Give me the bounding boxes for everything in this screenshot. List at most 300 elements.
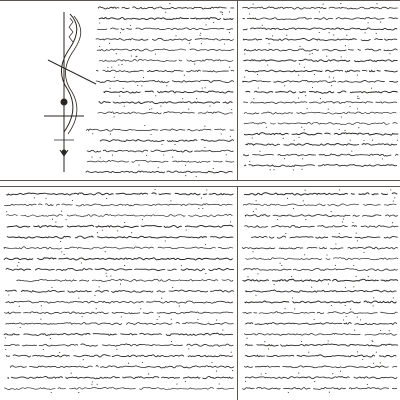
script-line [99, 59, 233, 61]
script-diacritic-dot [120, 284, 121, 285]
script-diacritic-dot [117, 230, 118, 231]
script-diacritic-dot [196, 98, 197, 99]
script-diacritic-dot [314, 74, 315, 75]
script-diacritic-dot [171, 341, 172, 342]
script-diacritic-dot [5, 337, 6, 338]
script-diacritic-dot [353, 286, 354, 287]
script-diacritic-dot [319, 32, 320, 33]
script-diacritic-dot [376, 352, 377, 353]
script-diacritic-dot [365, 32, 366, 33]
script-diacritic-dot [285, 233, 286, 234]
script-diacritic-dot [119, 96, 120, 97]
script-diacritic-dot [226, 154, 227, 155]
script-diacritic-dot [202, 208, 203, 209]
script-diacritic-dot [294, 308, 295, 309]
script-diacritic-dot [269, 43, 270, 44]
script-diacritic-dot [158, 167, 159, 168]
script-diacritic-dot [206, 189, 207, 190]
script-diacritic-dot [363, 252, 364, 253]
script-diacritic-dot [222, 330, 223, 331]
script-diacritic-dot [389, 53, 390, 54]
script-diacritic-dot [244, 77, 245, 78]
script-diacritic-dot [143, 77, 144, 78]
script-diacritic-dot [393, 297, 394, 298]
script-diacritic-dot [198, 208, 199, 209]
script-diacritic-dot [277, 219, 278, 220]
script-diacritic-dot [262, 25, 263, 26]
script-diacritic-dot [373, 363, 374, 364]
script-line [7, 193, 233, 195]
script-line [86, 171, 232, 173]
script-diacritic-dot [136, 56, 137, 57]
script-diacritic-dot [270, 169, 271, 170]
script-line [244, 268, 398, 270]
script-diacritic-dot [373, 297, 374, 298]
script-diacritic-dot [380, 362, 381, 363]
script-diacritic-dot [292, 297, 293, 298]
script-diacritic-dot [293, 169, 294, 170]
script-diacritic-dot [43, 349, 44, 350]
script-diacritic-dot [394, 197, 395, 198]
script-diacritic-dot [345, 287, 346, 288]
script-diacritic-dot [146, 155, 147, 156]
script-line [243, 17, 398, 19]
script-line [244, 122, 397, 124]
script-diacritic-dot [172, 157, 173, 158]
script-diacritic-dot [20, 327, 21, 328]
script-diacritic-dot [288, 392, 289, 393]
script-diacritic-dot [229, 67, 230, 68]
script-diacritic-dot [331, 85, 332, 86]
script-diacritic-dot [293, 208, 294, 209]
script-diacritic-dot [360, 319, 361, 320]
script-diacritic-dot [244, 53, 245, 54]
script-line [243, 204, 396, 206]
script-diacritic-dot [131, 55, 132, 56]
script-diacritic-dot [40, 319, 41, 320]
script-line [17, 279, 233, 281]
script-diacritic-dot [204, 126, 205, 127]
script-diacritic-dot [249, 13, 250, 14]
script-diacritic-dot [124, 265, 125, 266]
script-diacritic-dot [71, 373, 72, 374]
script-diacritic-dot [81, 262, 82, 263]
script-diacritic-dot [272, 35, 273, 36]
script-diacritic-dot [91, 157, 92, 158]
script-diacritic-dot [91, 384, 92, 385]
script-diacritic-dot [107, 67, 108, 68]
script-diacritic-dot [328, 283, 329, 284]
script-diacritic-dot [121, 316, 122, 317]
script-line [96, 80, 233, 82]
script-diacritic-dot [194, 64, 195, 65]
script-line [4, 258, 232, 260]
script-line [98, 112, 232, 114]
script-diacritic-dot [172, 287, 173, 288]
script-diacritic-dot [257, 273, 258, 274]
script-diacritic-dot [329, 77, 330, 78]
script-diacritic-dot [231, 109, 232, 110]
script-diacritic-dot [165, 240, 166, 241]
script-diacritic-dot [252, 251, 253, 252]
script-diacritic-dot [159, 316, 160, 317]
script-diacritic-dot [305, 219, 306, 220]
script-diacritic-dot [41, 305, 42, 306]
script-diacritic-dot [299, 46, 300, 47]
script-diacritic-dot [344, 130, 345, 131]
script-diacritic-dot [358, 98, 359, 99]
script-diacritic-dot [165, 12, 166, 13]
script-diacritic-dot [340, 371, 341, 372]
script-diacritic-dot [222, 14, 223, 15]
script-diacritic-dot [83, 359, 84, 360]
script-line [4, 387, 233, 389]
script-diacritic-dot [390, 189, 391, 190]
script-diacritic-dot [335, 265, 336, 266]
script-diacritic-dot [331, 211, 332, 212]
script-diacritic-dot [120, 32, 121, 33]
script-diacritic-dot [281, 265, 282, 266]
script-line [6, 290, 234, 292]
script-diacritic-dot [110, 275, 111, 276]
script-line [98, 7, 234, 9]
bottom-right-text-column [239, 189, 398, 393]
script-diacritic-dot [131, 232, 132, 233]
script-diacritic-dot [257, 74, 258, 75]
script-diacritic-dot [357, 316, 358, 317]
script-diacritic-dot [138, 165, 139, 166]
script-line [246, 91, 397, 93]
script-diacritic-dot [6, 211, 7, 212]
script-line [87, 129, 234, 131]
script-diacritic-dot [331, 305, 332, 306]
script-diacritic-dot [380, 22, 381, 23]
script-diacritic-dot [100, 157, 101, 158]
script-diacritic-dot [219, 383, 220, 384]
script-diacritic-dot [298, 98, 299, 99]
script-diacritic-dot [151, 108, 152, 109]
script-diacritic-dot [118, 64, 119, 65]
script-diacritic-dot [340, 3, 341, 4]
script-line [8, 376, 233, 378]
script-diacritic-dot [357, 96, 358, 97]
script-diacritic-dot [18, 262, 19, 263]
script-diacritic-dot [261, 373, 262, 374]
script-diacritic-dot [346, 316, 347, 317]
script-diacritic-dot [221, 11, 222, 12]
script-diacritic-dot [357, 75, 358, 76]
script-line [95, 28, 233, 30]
script-diacritic-dot [99, 22, 100, 23]
script-line [96, 70, 233, 72]
script-diacritic-dot [124, 106, 125, 107]
script-diacritic-dot [106, 198, 107, 199]
script-diacritic-dot [373, 305, 374, 306]
curve-diagram-figure [44, 12, 96, 172]
script-diacritic-dot [350, 140, 351, 141]
script-diacritic-dot [291, 276, 292, 277]
script-diacritic-dot [221, 133, 222, 134]
script-line [243, 28, 397, 30]
script-diacritic-dot [109, 43, 110, 44]
script-line [244, 101, 397, 103]
script-diacritic-dot [307, 108, 308, 109]
script-diacritic-dot [351, 151, 352, 152]
script-diacritic-dot [380, 330, 381, 331]
script-line [5, 204, 233, 206]
script-diacritic-dot [312, 87, 313, 88]
script-diacritic-dot [123, 88, 124, 89]
bottom-left-text-column [2, 189, 234, 393]
script-diacritic-dot [220, 11, 221, 12]
script-diacritic-dot [72, 200, 73, 201]
script-diacritic-dot [305, 95, 306, 96]
script-diacritic-dot [304, 67, 305, 68]
script-diacritic-dot [252, 137, 253, 138]
script-line [240, 225, 398, 227]
script-line [244, 112, 396, 114]
script-diacritic-dot [308, 352, 309, 353]
script-diacritic-dot [60, 241, 61, 242]
script-diacritic-dot [197, 319, 198, 320]
script-diacritic-dot [372, 140, 373, 141]
diagram-hatching [69, 18, 73, 42]
script-line [104, 91, 233, 93]
script-diacritic-dot [205, 87, 206, 88]
script-diacritic-dot [354, 330, 355, 331]
script-diacritic-dot [150, 134, 151, 135]
script-diacritic-dot [51, 392, 52, 393]
script-diacritic-dot [112, 155, 113, 156]
script-line [244, 333, 396, 335]
script-diacritic-dot [274, 284, 275, 285]
script-diacritic-dot [328, 340, 329, 341]
script-diacritic-dot [111, 67, 112, 68]
script-line [246, 143, 397, 145]
script-diacritic-dot [329, 32, 330, 33]
script-diacritic-dot [116, 349, 117, 350]
script-diacritic-dot [294, 140, 295, 141]
script-diacritic-dot [179, 306, 180, 307]
script-line [243, 70, 397, 72]
script-diacritic-dot [205, 24, 206, 25]
script-diacritic-dot [78, 392, 79, 393]
script-diacritic-dot [397, 140, 398, 141]
script-diacritic-dot [163, 154, 164, 155]
script-line [244, 154, 398, 156]
script-diacritic-dot [201, 43, 202, 44]
script-diacritic-dot [333, 77, 334, 78]
script-diacritic-dot [298, 373, 299, 374]
script-line [246, 290, 396, 292]
script-diacritic-dot [356, 233, 357, 234]
script-diacritic-dot [155, 54, 156, 55]
script-diacritic-dot [97, 232, 98, 233]
script-diacritic-dot [311, 287, 312, 288]
script-diacritic-dot [51, 287, 52, 288]
script-diacritic-dot [342, 221, 343, 222]
script-diacritic-dot [59, 352, 60, 353]
script-diacritic-dot [341, 56, 342, 57]
script-diacritic-dot [305, 190, 306, 191]
script-line [87, 150, 233, 152]
script-diacritic-dot [256, 209, 257, 210]
script-diacritic-dot [357, 98, 358, 99]
script-diacritic-dot [302, 158, 303, 159]
script-line [6, 268, 234, 270]
script-diacritic-dot [213, 168, 214, 169]
script-diacritic-dot [255, 295, 256, 296]
script-diacritic-dot [253, 211, 254, 212]
script-diacritic-dot [329, 392, 330, 393]
script-diacritic-dot [283, 138, 284, 139]
script-diacritic-dot [97, 384, 98, 385]
script-diacritic-dot [185, 381, 186, 382]
script-diacritic-dot [157, 319, 158, 320]
script-line [245, 164, 397, 166]
script-diacritic-dot [230, 221, 231, 222]
script-line [6, 322, 234, 324]
script-diacritic-dot [267, 64, 268, 65]
script-diacritic-dot [124, 222, 125, 223]
script-diacritic-dot [346, 35, 347, 36]
script-diacritic-dot [114, 116, 115, 117]
script-diacritic-dot [285, 308, 286, 309]
script-diacritic-dot [302, 169, 303, 170]
script-diacritic-dot [312, 53, 313, 54]
script-diacritic-dot [389, 330, 390, 331]
script-diacritic-dot [61, 251, 62, 252]
script-diacritic-dot [8, 294, 9, 295]
script-diacritic-dot [332, 373, 333, 374]
script-diacritic-dot [314, 319, 315, 320]
script-diacritic-dot [273, 169, 274, 170]
script-diacritic-dot [353, 265, 354, 266]
script-diacritic-dot [82, 316, 83, 317]
script-diacritic-dot [259, 151, 260, 152]
script-diacritic-dot [249, 161, 250, 162]
script-line [244, 366, 396, 368]
script-diacritic-dot [184, 75, 185, 76]
script-line [245, 193, 397, 195]
top-left-text-beside-figure [95, 3, 234, 117]
script-diacritic-dot [209, 106, 210, 107]
script-diacritic-dot [258, 87, 259, 88]
script-diacritic-dot [142, 362, 143, 363]
script-diacritic-dot [50, 338, 51, 339]
script-diacritic-dot [202, 88, 203, 89]
script-diacritic-dot [92, 133, 93, 134]
script-diacritic-dot [280, 263, 281, 264]
script-diacritic-dot [323, 4, 324, 5]
script-diacritic-dot [367, 384, 368, 385]
script-diacritic-dot [339, 233, 340, 234]
script-diacritic-dot [339, 129, 340, 130]
script-diacritic-dot [343, 319, 344, 320]
script-diacritic-dot [352, 222, 353, 223]
script-line [252, 236, 398, 238]
script-line [246, 258, 398, 260]
script-diacritic-dot [110, 134, 111, 135]
script-line [246, 322, 397, 324]
script-diacritic-dot [114, 77, 115, 78]
script-diacritic-dot [161, 144, 162, 145]
script-diacritic-dot [185, 165, 186, 166]
script-diacritic-dot [372, 340, 373, 341]
script-diacritic-dot [229, 11, 230, 12]
script-line [100, 140, 233, 142]
script-diacritic-dot [392, 222, 393, 223]
script-line [243, 7, 398, 9]
script-diacritic-dot [357, 108, 358, 109]
script-diacritic-dot [160, 106, 161, 107]
script-line [243, 279, 398, 281]
script-line [239, 312, 397, 314]
script-diacritic-dot [144, 125, 145, 126]
script-diacritic-dot [299, 64, 300, 65]
script-diacritic-dot [343, 219, 344, 220]
script-diacritic-dot [106, 273, 107, 274]
script-diacritic-dot [155, 95, 156, 96]
script-diacritic-dot [328, 109, 329, 110]
script-diacritic-dot [326, 56, 327, 57]
script-diacritic-dot [335, 243, 336, 244]
script-diacritic-dot [253, 98, 254, 99]
script-diacritic-dot [140, 308, 141, 309]
script-diacritic-dot [204, 147, 205, 148]
script-diacritic-dot [96, 308, 97, 309]
script-diacritic-dot [205, 244, 206, 245]
script-diacritic-dot [284, 85, 285, 86]
script-diacritic-dot [128, 363, 129, 364]
script-diacritic-dot [363, 140, 364, 141]
script-diacritic-dot [130, 25, 131, 26]
script-line [243, 247, 398, 249]
script-diacritic-dot [357, 240, 358, 241]
script-diacritic-dot [142, 219, 143, 220]
script-diacritic-dot [339, 189, 340, 190]
script-diacritic-dot [320, 98, 321, 99]
script-diacritic-dot [304, 254, 305, 255]
script-diacritic-dot [171, 319, 172, 320]
script-diacritic-dot [61, 211, 62, 212]
script-diacritic-dot [169, 3, 170, 4]
script-diacritic-dot [161, 298, 162, 299]
diagram-center-point [61, 99, 67, 105]
script-diacritic-dot [376, 3, 377, 4]
script-diacritic-dot [186, 229, 187, 230]
script-diacritic-dot [17, 265, 18, 266]
script-diacritic-dot [121, 64, 122, 65]
script-diacritic-dot [181, 265, 182, 266]
script-diacritic-dot [201, 198, 202, 199]
script-diacritic-dot [333, 35, 334, 36]
script-diacritic-dot [66, 219, 67, 220]
script-diacritic-dot [368, 276, 369, 277]
script-line [5, 344, 234, 346]
script-diacritic-dot [200, 35, 201, 36]
script-diacritic-dot [368, 22, 369, 23]
script-diacritic-dot [287, 198, 288, 199]
script-diacritic-dot [175, 35, 176, 36]
script-diacritic-dot [245, 381, 246, 382]
script-diacritic-dot [78, 298, 79, 299]
script-diacritic-dot [268, 348, 269, 349]
script-diacritic-dot [116, 53, 117, 54]
script-diacritic-dot [211, 362, 212, 363]
script-line [99, 101, 232, 103]
script-diacritic-dot [393, 201, 394, 202]
